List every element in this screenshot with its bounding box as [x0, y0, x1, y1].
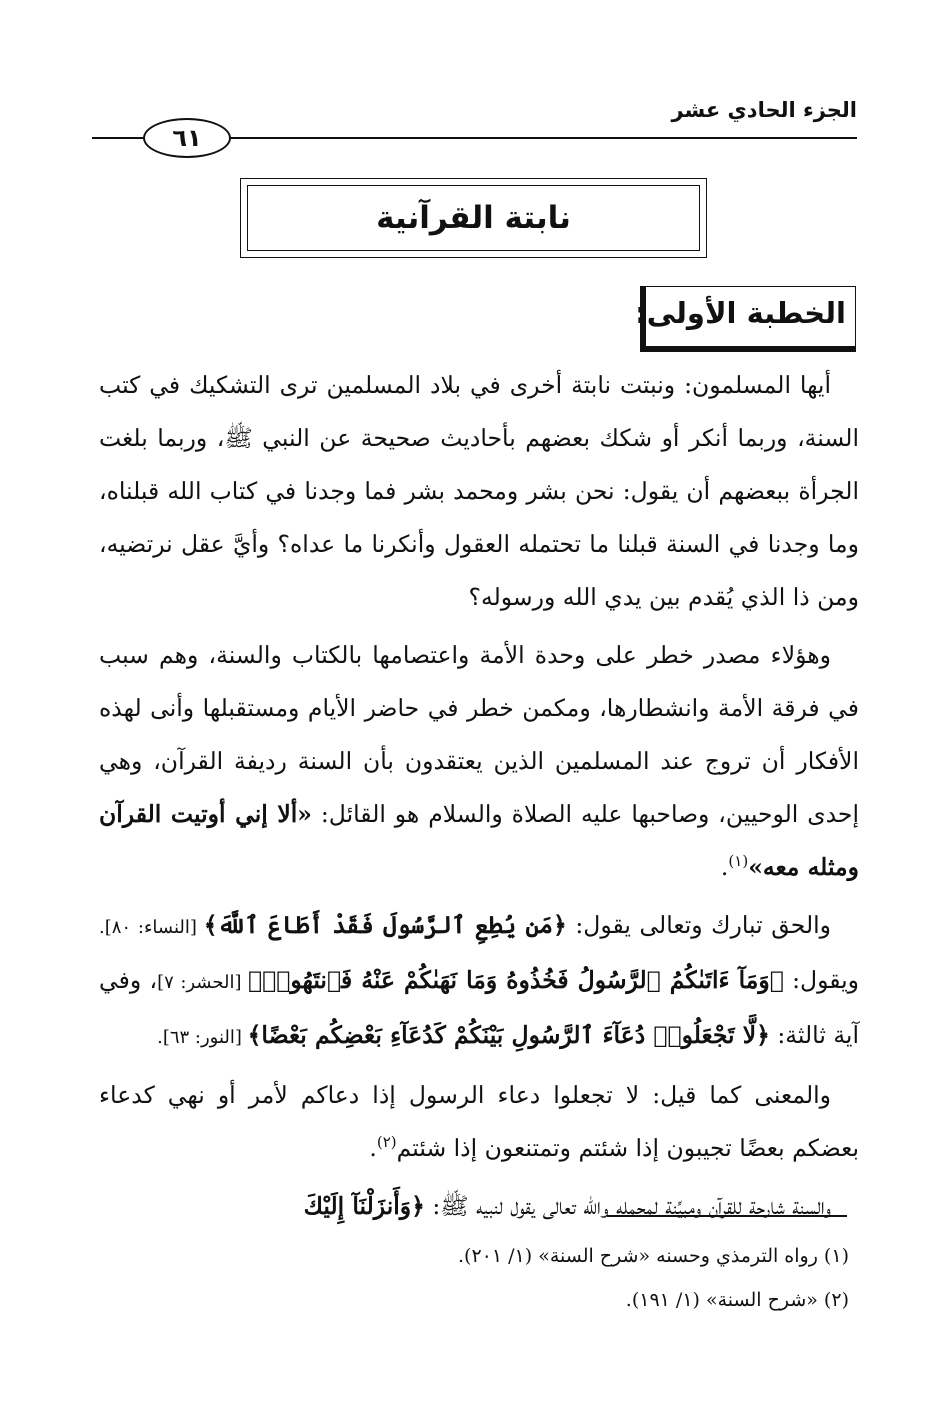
paragraph-1: أيها المسلمون: ونبتت نابتة أخرى في بلاد المسلمين ترى التشكيك في كتب السنة، وربما أنكر أو شكك بعضهم بأحاديث صحيحة عن النبي ﷺ، وربما بلغت الجرأة ببعضهم أن يقول: نحن بشر ومحمد بشر فما وجدنا في كتاب الله قبلناه، وما وجدنا في السنة قبلنا ما تحتمله العقول وأنكرنا ما عداه؟ وأيَّ عقل نرتضيه، ومن ذا الذي يُقدم بين يدي الله ورسوله؟: [99, 371, 859, 611]
paragraph-2: [99, 629, 859, 894]
paragraph-5: [99, 1180, 859, 1233]
verse-reference-3: [النور: ٦٣].: [157, 1027, 248, 1048]
quran-verse-3: ﴿لَّا تَجْعَلُوا۟ دُعَآءَ ٱلرَّسُولِ بَيْنَكُمْ كَدُعَآءِ بَعْضِكُم بَعْضًا﴾: [247, 1021, 770, 1049]
verse-reference-1: [النساء: ٨٠].: [99, 917, 204, 938]
paragraph-2-text: وهؤلاء مصدر خطر على وحدة الأمة واعتصامها بالكتاب والسنة، وهم سبب في فرقة الأمة وانشطارها، ومكمن خطر في حاضر الأيام ومستقبلها وأنى لهذه الأفكار أن تروج عند المسلمين الذين يعتقدون بأن السنة رديفة القرآن، وهي إحدى الوحيين، وصاحبها عليه الصلاة والسلام هو القائل:: [99, 641, 859, 828]
footnotes: [109, 1234, 849, 1322]
hadith-quote: «ألا إني أوتيت القرآن ومثله معه»: [99, 800, 859, 881]
chapter-title-frame: [240, 178, 707, 258]
paragraph-4-end: .: [369, 1134, 377, 1162]
chapter-title: نابتة القرآنية: [376, 200, 571, 236]
quran-verse-2: ﴿وَمَآ ءَاتَىٰكُمُ ٱلرَّسُولُ فَخُذُوهُ وَمَا نَهَىٰكُمْ عَنْهُ فَٱنتَهُوا۟﴾: [248, 966, 784, 994]
paragraph-3-mid: ويقول:: [783, 966, 860, 994]
footnote-ref-2[interactable]: (٢): [376, 1133, 397, 1152]
footnote-2: (٢) «شرح السنة» (١/ ١٩١).: [625, 1289, 849, 1311]
footnote-1: (١) رواه الترمذي وحسنه «شرح السنة» (١/ ٢٠١).: [458, 1245, 849, 1267]
section-heading: الخطبة الأولى:: [635, 296, 846, 330]
footnote-ref-1[interactable]: (١): [728, 852, 749, 871]
quran-verse-4: ﴿وَأَنزَلْنَآ إِلَيْكَ: [303, 1192, 425, 1220]
paragraph-4-text: والمعنى كما قيل: لا تجعلوا دعاء الرسول إذا دعاكم لأمر أو نهي كدعاء بعضكم بعضًا تجيبون إذا شئتم وتمتنعون إذا شئتم: [99, 1081, 859, 1162]
footnote-separator: [607, 1215, 847, 1217]
verse-reference-2: [الحشر: ٧]: [157, 972, 249, 993]
chapter-title-inner-frame: [247, 185, 700, 251]
page-number-badge: ٦١: [143, 118, 231, 158]
paragraph-2-end: .: [720, 853, 729, 881]
paragraph-4: [99, 1069, 859, 1175]
quran-verse-1: ﴿مَن يُطِعِ ٱلرَّسُولَ فَقَدْ أَطَاعَ ٱللَّهَ﴾: [203, 911, 567, 939]
running-header-title: الجزء الحادي عشر: [671, 98, 857, 122]
paragraph-3-mid-2: ، وفي آية ثالثة:: [99, 966, 859, 1049]
paragraph-3-intro: والحق تبارك وتعالى يقول:: [566, 911, 832, 939]
sermon-body: [99, 359, 859, 1238]
paragraph-5-text: والسنة شارحة للقرآن ومبيِّنة لمجمله والله تعالى يقول لنبيه ﷺ:: [424, 1192, 831, 1220]
paragraph-3: [99, 899, 859, 1064]
